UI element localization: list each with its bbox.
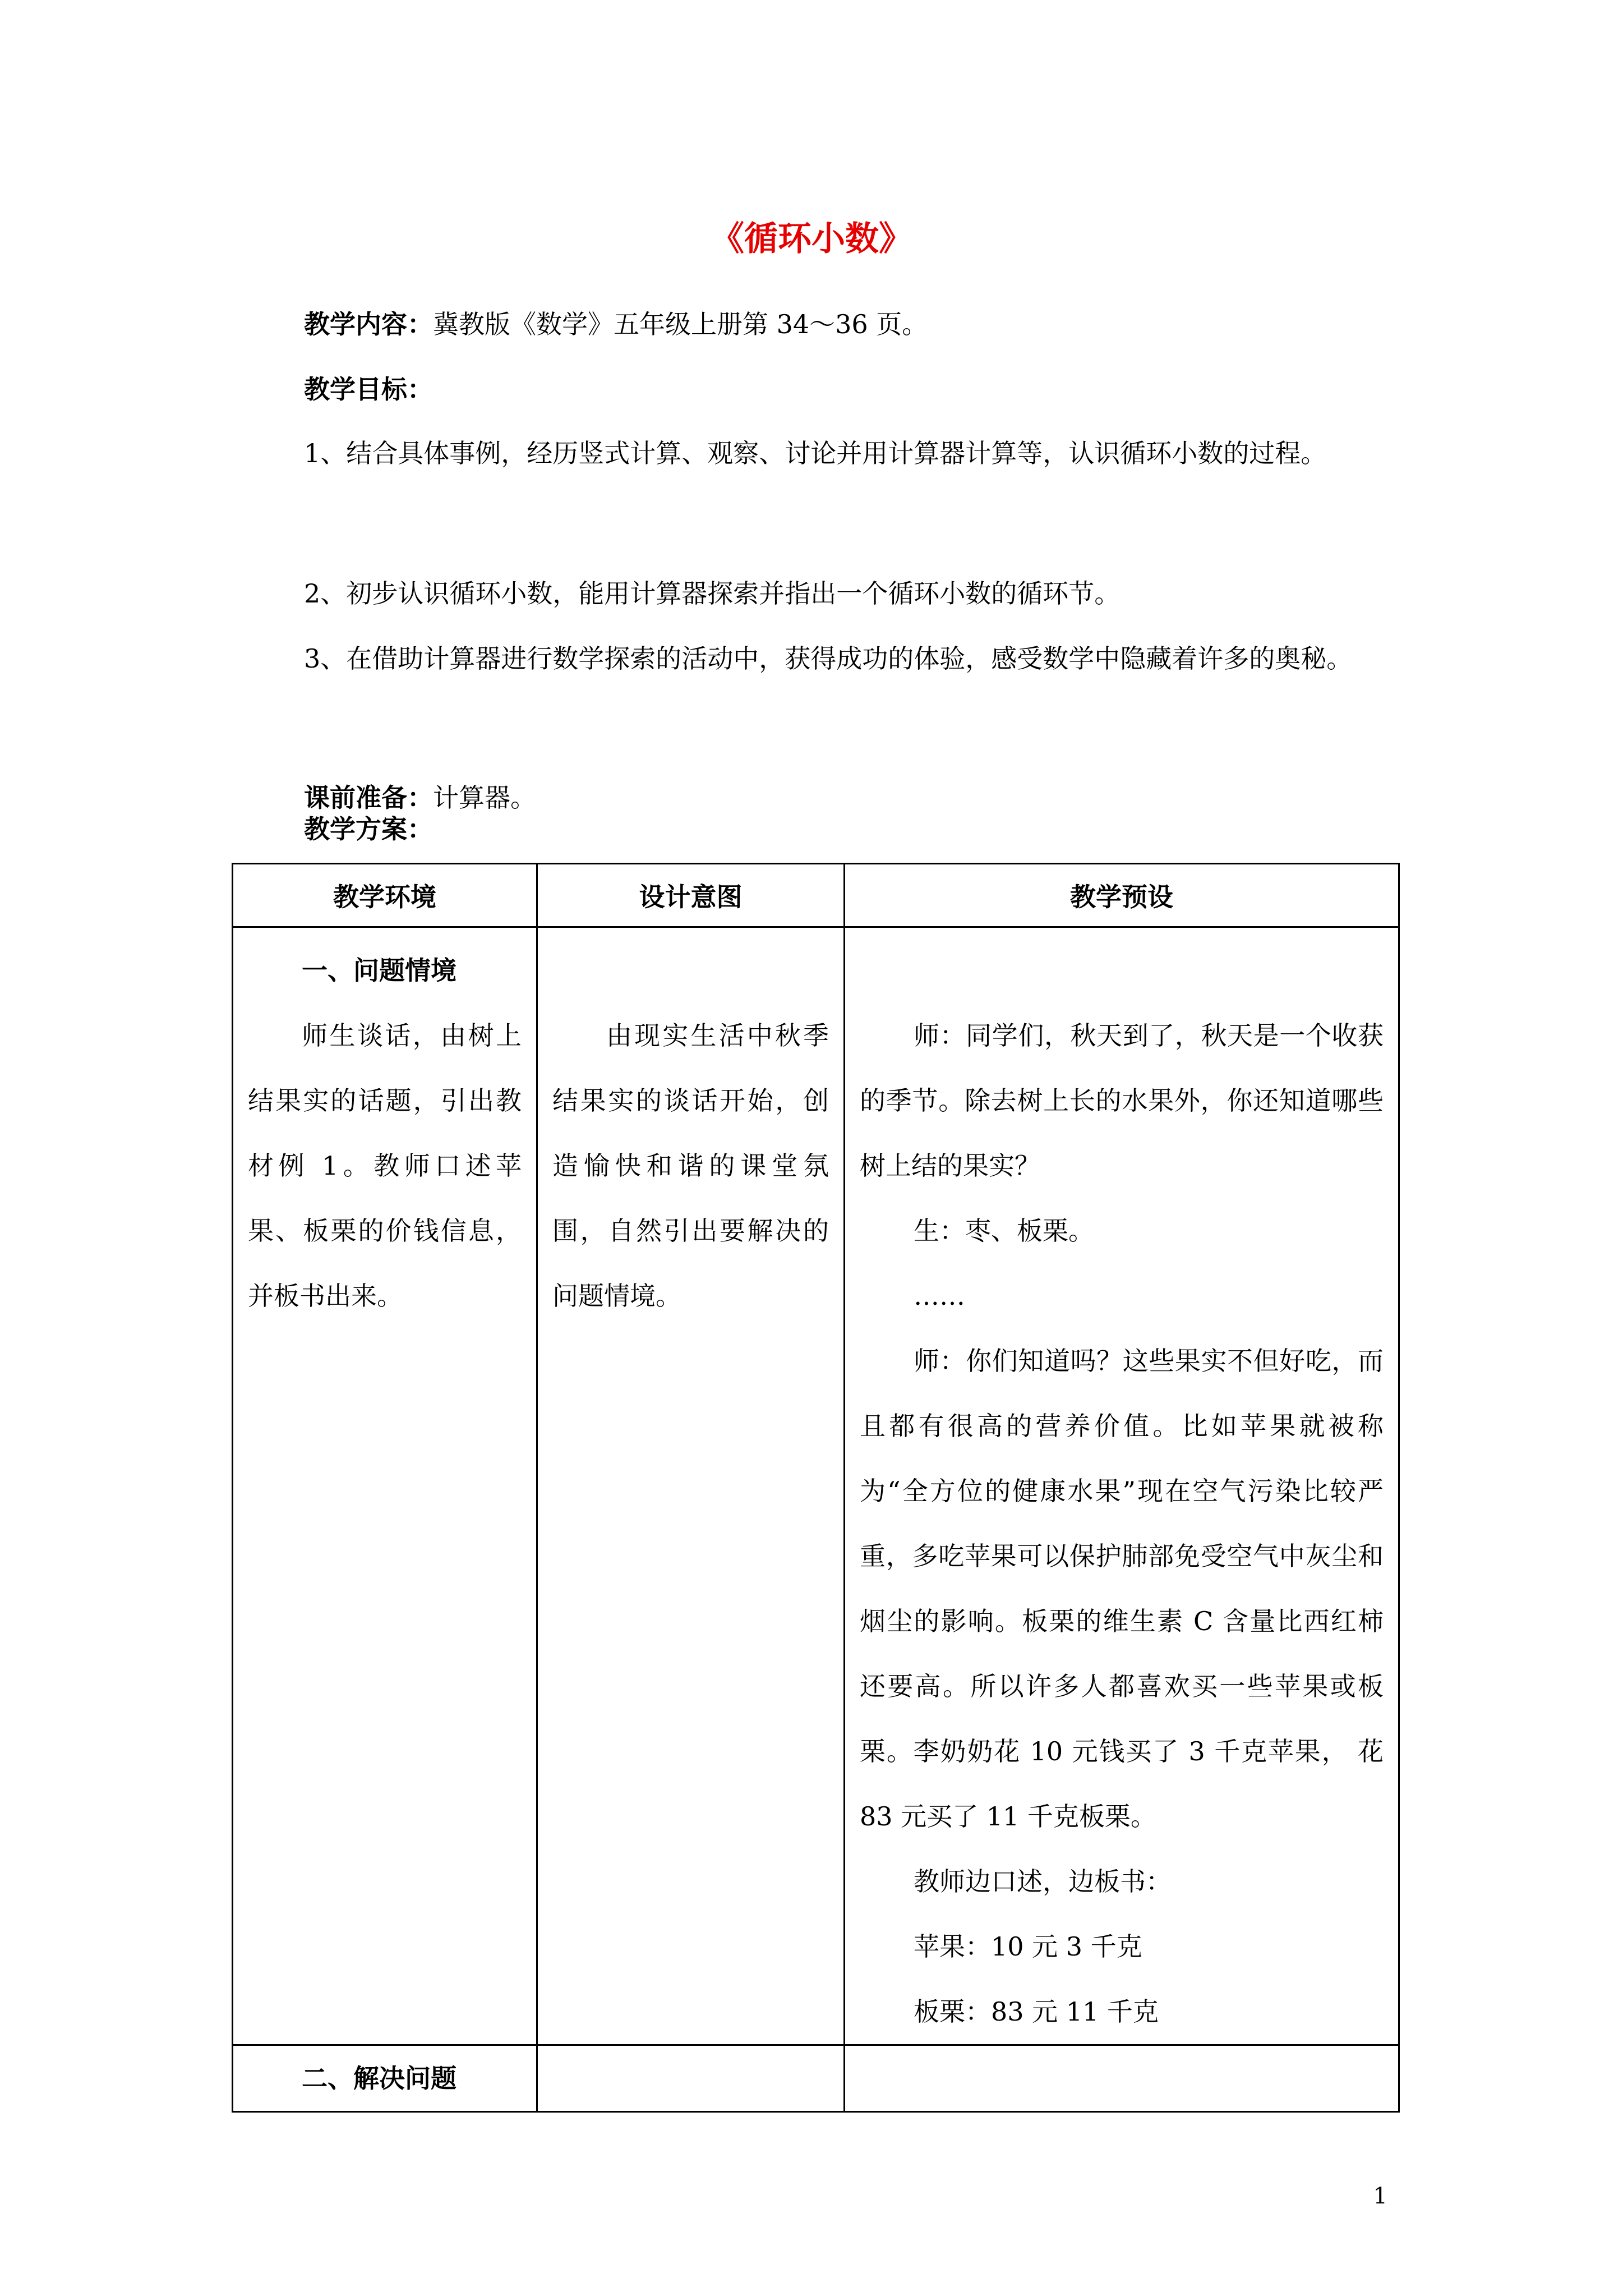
table-row-problem-situation — [233, 927, 1399, 2045]
teaching-preset-cell — [845, 927, 1399, 2045]
teaching-content-label: 教学内容： — [304, 309, 433, 339]
plan-label: 教学方案： — [304, 814, 433, 844]
page-number: 1 — [1373, 2183, 1387, 2209]
section2-cell — [233, 2045, 537, 2112]
teaching-content-text: 冀教版《数学》五年级上册第 34～36 页。 — [433, 309, 928, 339]
section1-title: 一、问题情境 — [302, 955, 457, 986]
goal-item-3: 3、在借助计算器进行数学探索的活动中，获得成功的体验，感受数学中隐藏着许多的奥秘。 — [304, 643, 1353, 674]
header-teaching-preset: 教学预设 — [845, 864, 1399, 927]
design-intent-cell — [537, 927, 845, 2045]
table-header-row — [233, 864, 1399, 927]
table-row-solve-problem — [233, 2045, 1399, 2112]
design-intent-text: 由现实生活中秋季结果实的谈话开始，创造愉快和谐的课堂氛围，自然引出要解决的问题情境。 — [552, 1020, 829, 1311]
environment-cell — [233, 927, 537, 2045]
environment-text: 师生谈话，由树上结果实的话题，引出教材例 1。教师口述苹果、板栗的价钱信息，并板书出来。 — [248, 1020, 522, 1311]
goal-item-2: 2、初步认识循环小数，能用计算器探索并指出一个循环小数的循环节。 — [304, 578, 1121, 609]
preset-line-5: 教师边口述，边板书： — [914, 1866, 1172, 1897]
section2-intent-cell — [537, 2045, 845, 2112]
preset-line-1: 师：同学们，秋天到了，秋天是一个收获的季节。除去树上长的水果外，你还知道哪些树上结的果实？ — [860, 1020, 1384, 1181]
goal-item-1: 1、结合具体事例，经历竖式计算、观察、讨论并用计算器计算等，认识循环小数的过程。 — [304, 438, 1327, 468]
document-title: 《循环小数》 — [711, 219, 912, 259]
header-environment: 教学环境 — [233, 864, 537, 927]
preset-line-7: 板栗：83 元 11 千克 — [914, 1996, 1159, 2027]
goals-label: 教学目标： — [304, 374, 433, 404]
preset-line-2: 生：枣、板栗。 — [914, 1216, 1094, 1246]
teaching-content — [231, 292, 1398, 357]
teaching-plan-table — [232, 863, 1400, 2113]
preset-line-4: 师：你们知道吗？这些果实不但好吃，而且都有很高的营养价值。比如苹果就被称为“全方位的健康水果”现在空气污染比较严重，多吃苹果可以保护肺部免受空气中灰尘和烟尘的影响。板栗的维生素 C 含量比西红柿还要高。所以许多人都喜欢买一些苹果或板栗。李奶奶花 10 元钱买了 3 千克苹果， 花 83 元买了 11 千克板栗。 — [860, 1346, 1384, 1832]
section2-preset-cell — [845, 2045, 1399, 2112]
preparation-label: 课前准备： — [304, 783, 433, 813]
preset-line-3: …… — [914, 1281, 965, 1311]
section2-title: 二、解决问题 — [302, 2063, 457, 2093]
preset-line-6: 苹果：10 元 3 千克 — [914, 1931, 1142, 1962]
header-design-intent: 设计意图 — [537, 864, 845, 927]
preparation-text: 计算器。 — [433, 783, 536, 813]
